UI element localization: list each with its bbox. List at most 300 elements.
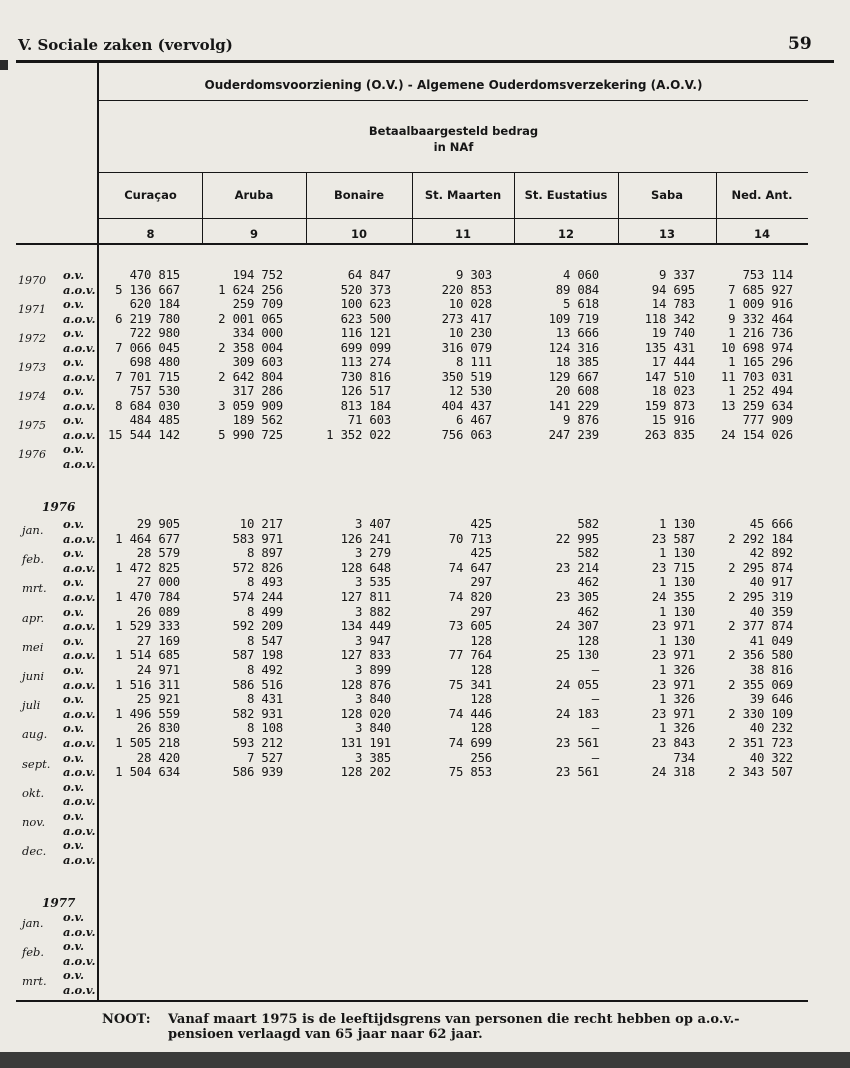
col-st-maarten-cell: 8 111 [455,355,492,369]
row-type-label: a.o.v. [63,794,96,809]
table-row [0,824,850,838]
col-ned-ant-cell: 2 343 507 [728,765,793,780]
row-type-label: a.o.v. [63,677,96,692]
table-row [0,707,850,721]
col-saba-cell: 1 326 [658,692,695,707]
col-aruba-cell: 572 826 [232,560,283,575]
col-st-maarten-cell: 425 [470,546,492,561]
subtitle-line1: Betaalbaargesteld bedrag [368,124,539,138]
row-year: 1976 [18,448,46,461]
table-row [0,457,850,471]
col-st-eustatius-cell: — [591,721,599,736]
col-aruba-cell: 8 108 [246,721,283,736]
col-curacao-cell: 7 066 045 [115,340,180,355]
col-ned-ant-cell: 2 295 319 [728,590,793,604]
row-type-label: o.v. [63,779,85,794]
col-st-maarten-cell: 256 [470,750,492,765]
col-st-eustatius-cell: — [591,692,599,707]
table-bottom-rule [16,1000,808,1002]
col-st-eustatius-cell: 23 561 [555,765,599,780]
table-row [0,561,850,575]
table-row [0,983,850,997]
row-type-label: o.v. [63,326,85,340]
row-year: 1971 [18,303,46,316]
table-row [0,575,850,596]
row-type-label: o.v. [63,750,85,765]
col-aruba-cell: 592 209 [232,619,283,634]
col-st-eustatius-cell: 23 214 [555,560,599,575]
col-aruba-cell: 2 642 804 [218,369,283,384]
header-rule [16,60,834,63]
table-row [0,297,850,316]
head-bottom-rule [16,243,808,245]
col-st-eustatius-cell: 24 307 [555,619,599,634]
table-row [0,268,850,287]
col-aruba-cell: 10 217 [239,517,283,531]
col-curacao-cell: 1 514 685 [115,648,180,663]
col-st-eustatius-cell: 13 666 [555,326,599,340]
col-bonaire-cell: 64 847 [347,268,391,282]
col-st-maarten-cell: 350 519 [441,369,492,384]
row-year: 1973 [18,361,46,374]
table-row [0,326,850,345]
row-type-label: o.v. [63,297,85,311]
row-type-label: a.o.v. [63,340,96,355]
row-type-label: a.o.v. [63,590,96,604]
row-type-label: o.v. [63,968,85,983]
col-ned-ant-cell: 1 252 494 [728,384,793,398]
col-saba-cell: 734 [673,750,695,765]
col-st-maarten-cell: 273 417 [441,311,492,326]
table-row [0,692,850,713]
col-st-eustatius-cell: 582 [577,546,599,561]
col-ned-ant-cell: 1 216 736 [728,326,793,340]
table-row [0,853,850,867]
col-st-maarten-cell: 756 063 [441,427,492,442]
col-saba-cell: 23 971 [651,677,695,692]
year-1977: 1977 [42,896,76,910]
col-curacao-cell: 1 470 784 [115,590,180,604]
col-ned-ant-cell: 9 332 464 [728,311,793,326]
col-st-eustatius-number: 12 [557,227,574,241]
row-month: aug. [22,727,48,742]
col-aruba-cell: 593 212 [232,736,283,750]
col-aruba-cell: 8 499 [246,604,283,619]
col-st-maarten-cell: 220 853 [441,282,492,297]
row-type-label: a.o.v. [63,531,96,546]
col-saba-number: 13 [658,227,675,241]
col-saba-cell: 17 444 [651,355,695,369]
table-row [0,619,850,633]
col-st-eustatius-cell: 128 [577,633,599,648]
col-bonaire-cell: 128 648 [340,560,391,575]
col-aruba-cell: 8 492 [246,663,283,677]
table-row [0,341,850,355]
col-st-eustatius-cell: 124 316 [548,340,599,355]
col-curacao-cell: 757 530 [129,384,180,398]
col-st-maarten-cell: 74 647 [448,560,492,575]
col-st-eustatius-cell: 18 385 [555,355,599,369]
col-bonaire-cell: 128 020 [340,706,391,721]
col-bonaire-cell: 127 833 [340,648,391,663]
col-curacao-cell: 27 000 [136,575,180,590]
col-aruba-cell: 574 244 [232,590,283,604]
binding-mark [0,1052,850,1068]
col-bonaire-cell: 520 373 [340,282,391,297]
row-month: juli [22,698,41,713]
row-type-label: a.o.v. [63,648,96,663]
col-curacao-cell: 1 516 311 [115,677,180,692]
row-month: mrt. [22,581,47,596]
col-st-maarten-cell: 73 605 [448,619,492,634]
col-bonaire-cell: 3 535 [354,575,391,590]
col-bonaire-cell: 113 274 [340,355,391,369]
col-aruba-cell: 8 493 [246,575,283,590]
col-aruba-cell: 189 562 [232,413,283,427]
col-st-eustatius-cell: 462 [577,575,599,590]
col-aruba-cell: 1 624 256 [218,282,283,297]
col-st-maarten-cell: 74 820 [448,590,492,604]
col-aruba-cell: 7 527 [246,750,283,765]
col-saba-cell: 23 971 [651,619,695,634]
col-st-maarten-cell: 128 [470,663,492,677]
row-month: mrt. [22,974,47,989]
col-st-eustatius-cell: 24 055 [555,677,599,692]
col-aruba-cell: 582 931 [232,706,283,721]
col-ned-ant-cell: 777 909 [742,413,793,427]
col-saba-cell: 15 916 [651,413,695,427]
col-ned-ant-cell: 2 351 723 [728,736,793,750]
row-type-label: o.v. [63,268,85,282]
row-month: mei [22,639,44,654]
table-row [0,765,850,779]
row-month: feb. [22,945,45,960]
footnote-line2: pensioen verlaagd van 65 jaar naar 62 jaar. [168,1027,483,1042]
table-row [0,532,850,546]
col-bonaire-cell: 3 840 [354,721,391,736]
row-type-label: a.o.v. [63,953,96,968]
col-curacao-cell: 28 420 [136,750,180,765]
col-bonaire-cell: 127 811 [340,590,391,604]
table-row [0,399,850,413]
col-saba-cell: 1 326 [658,721,695,736]
col-saba-cell: 23 715 [651,560,695,575]
row-year: 1974 [18,390,46,403]
col-aruba-cell: 194 752 [232,268,283,282]
footnote-key: NOOT: [102,1012,151,1027]
row-year: 1972 [18,332,46,345]
table-row [0,838,850,859]
col-aruba-cell: 259 709 [232,297,283,311]
col-curacao-cell: 1 504 634 [115,765,180,780]
table-row [0,939,850,960]
row-type-label: a.o.v. [63,311,96,326]
table-row [0,721,850,742]
col-aruba-cell: 586 939 [232,765,283,780]
section-title: V. Sociale zaken (vervolg) [18,36,233,54]
col-curacao-cell: 1 472 825 [115,560,180,575]
col-saba-cell: 23 587 [651,531,695,546]
col-st-eustatius-cell: 462 [577,604,599,619]
table-row [0,442,850,461]
col-aruba-cell: 8 897 [246,546,283,561]
col-saba-cell: 263 835 [644,427,695,442]
col-st-eustatius-header: St. Eustatius [524,188,608,202]
row-type-label: o.v. [63,721,85,736]
col-saba-cell: 135 431 [644,340,695,355]
col-bonaire-cell: 623 500 [340,311,391,326]
table-row [0,968,850,989]
row-type-label: o.v. [63,692,85,707]
table-row [0,283,850,297]
row-year: 1970 [18,274,46,287]
col-saba-cell: 14 783 [651,297,695,311]
col-curacao-header: Curaçao [124,188,177,202]
col-aruba-cell: 8 547 [246,633,283,648]
col-aruba-cell: 309 603 [232,355,283,369]
col-ned-ant-cell: 2 295 874 [728,560,793,575]
row-type-label: o.v. [63,663,85,677]
col-curacao-cell: 7 701 715 [115,369,180,384]
table-row [0,954,850,968]
row-month: nov. [22,815,46,829]
col-bonaire-cell: 813 184 [340,398,391,413]
col-curacao-cell: 8 684 030 [115,398,180,413]
row-month: juni [22,669,45,683]
table-row [0,633,850,654]
col-saba-cell: 23 843 [651,736,695,750]
col-ned-ant-cell: 40 232 [749,721,793,736]
col-st-eustatius-cell: 247 239 [548,427,599,442]
group-rule [99,100,808,101]
col-curacao-cell: 25 921 [136,692,180,707]
table-row [0,413,850,432]
col-bonaire-cell: 3 947 [354,633,391,648]
col-st-maarten-cell: 297 [470,604,492,619]
col-curacao-cell: 698 480 [129,355,180,369]
row-type-label: o.v. [63,910,85,924]
col-aruba-cell: 2 001 065 [218,311,283,326]
col-curacao-cell: 28 579 [136,546,180,561]
footnote [102,1012,740,1042]
table-row [0,590,850,604]
col-st-eustatius-cell: 20 608 [555,384,599,398]
col-curacao-cell: 24 971 [136,663,180,677]
col-curacao-cell: 470 815 [129,268,180,282]
row-type-label: a.o.v. [63,736,96,750]
col-ned-ant-cell: 13 259 634 [720,398,793,413]
col-bonaire-cell: 730 816 [340,369,391,384]
col-st-maarten-cell: 9 303 [455,268,492,282]
col-aruba-cell: 587 198 [232,648,283,663]
row-type-label: a.o.v. [63,924,96,939]
table-row [0,648,850,662]
col-bonaire-cell: 126 241 [340,531,391,546]
col-st-maarten-cell: 6 467 [455,413,492,427]
row-type-label: o.v. [63,413,85,427]
col-ned-ant-cell: 2 356 580 [728,648,793,663]
row-type-label: a.o.v. [63,560,96,575]
row-month: dec. [22,844,47,859]
row-year: 1975 [18,419,46,432]
col-curacao-cell: 620 184 [129,297,180,311]
row-type-label: o.v. [63,939,85,954]
col-saba-cell: 23 971 [651,648,695,663]
row-type-label: a.o.v. [63,398,96,413]
year-1976: 1976 [42,500,76,514]
col-ned-ant-cell: 39 646 [749,692,793,707]
table-row [0,736,850,750]
col-saba-cell: 159 873 [644,398,695,413]
row-type-label: o.v. [63,575,85,590]
table-row [0,925,850,939]
col-aruba-number: 9 [249,227,258,241]
col-ned-ant-cell: 24 154 026 [720,427,793,442]
col-bonaire-cell: 100 623 [340,297,391,311]
col-curacao-cell: 1 496 559 [115,706,180,721]
col-ned-ant-cell: 1 009 916 [728,297,793,311]
row-type-label: a.o.v. [63,619,96,634]
col-curacao-cell: 29 905 [136,517,180,531]
row-type-label: a.o.v. [63,282,96,297]
row-type-label: a.o.v. [63,852,96,867]
col-st-eustatius-cell: 141 229 [548,398,599,413]
col-bonaire-cell: 126 517 [340,384,391,398]
col-aruba-cell: 334 000 [232,326,283,340]
col-curacao-cell: 26 089 [136,604,180,619]
row-type-label: a.o.v. [63,823,96,838]
col-ned-ant-cell: 10 698 974 [720,340,793,355]
col-bonaire-cell: 3 899 [354,663,391,677]
col-st-maarten-number: 11 [454,227,471,241]
col-aruba-cell: 5 990 725 [218,427,283,442]
col-ned-ant-cell: 40 322 [749,750,793,765]
col-saba-cell: 18 023 [651,384,695,398]
col-st-eustatius-cell: 129 667 [548,369,599,384]
col-st-eustatius-cell: 23 305 [555,590,599,604]
col-st-maarten-cell: 70 713 [448,531,492,546]
col-bonaire-cell: 699 099 [340,340,391,355]
col-aruba-header: Aruba [234,188,274,202]
col-st-maarten-cell: 10 230 [448,326,492,340]
col-st-maarten-cell: 316 079 [441,340,492,355]
col-ned-ant-cell: 2 355 069 [728,677,793,692]
table-row [0,779,850,800]
col-st-eustatius-cell: 89 084 [555,282,599,297]
col-aruba-cell: 3 059 909 [218,398,283,413]
col-curacao-cell: 5 136 667 [115,282,180,297]
row-month: okt. [22,785,45,800]
page-number: 59 [788,34,812,54]
col-st-eustatius-cell: 4 060 [562,268,599,282]
col-saba-cell: 19 740 [651,326,695,340]
col-aruba-cell: 586 516 [232,677,283,692]
col-ned-ant-cell: 38 816 [749,663,793,677]
colname-rule [99,218,808,219]
col-bonaire-cell: 3 407 [354,517,391,531]
col-ned-ant-cell: 45 666 [749,517,793,531]
table-row [0,750,850,771]
row-type-label: o.v. [63,604,85,619]
table-row [0,355,850,374]
table-row [0,794,850,808]
col-ned-ant-cell: 2 330 109 [728,706,793,721]
col-ned-ant-cell: 2 292 184 [728,531,793,546]
row-month: jan. [22,916,44,930]
row-type-label: o.v. [63,633,85,648]
col-curacao-cell: 27 169 [136,633,180,648]
col-ned-ant-number: 14 [753,227,770,241]
row-type-label: o.v. [63,546,85,561]
col-saba-cell: 1 130 [658,633,695,648]
col-aruba-cell: 2 358 004 [218,340,283,355]
col-ned-ant-header: Ned. Ant. [731,188,793,202]
row-type-label: a.o.v. [63,427,96,442]
row-type-label: a.o.v. [63,983,96,997]
col-st-maarten-cell: 404 437 [441,398,492,413]
col-saba-cell: 9 337 [658,268,695,282]
subtitle-line2: in NAf [433,140,474,154]
row-type-label: o.v. [63,442,85,456]
subtitle-rule [99,172,808,173]
table-row [0,370,850,384]
col-st-maarten-cell: 128 [470,633,492,648]
group-title: Ouderdomsvoorziening (O.V.) - Algemene Ouderdomsverzekering (A.O.V.) [204,78,703,92]
col-aruba-cell: 8 431 [246,692,283,707]
col-curacao-cell: 484 485 [129,413,180,427]
col-curacao-cell: 1 529 333 [115,619,180,634]
table-row [0,384,850,403]
table-row [0,428,850,442]
col-st-eustatius-cell: 109 719 [548,311,599,326]
row-month: feb. [22,552,45,567]
row-type-label: o.v. [63,517,85,531]
table-row [0,604,850,625]
col-saba-cell: 94 695 [651,282,695,297]
col-aruba-cell: 583 971 [232,531,283,546]
col-bonaire-number: 10 [350,227,367,241]
col-bonaire-cell: 1 352 022 [326,427,391,442]
col-st-eustatius-cell: 22 995 [555,531,599,546]
row-type-label: a.o.v. [63,765,96,780]
table-row [0,678,850,692]
col-st-maarten-cell: 77 764 [448,648,492,663]
col-ned-ant-cell: 1 165 296 [728,355,793,369]
row-type-label: o.v. [63,384,85,398]
row-type-label: a.o.v. [63,706,96,721]
col-curacao-cell: 1 505 218 [115,736,180,750]
table-row [0,809,850,829]
col-st-maarten-cell: 74 446 [448,706,492,721]
col-saba-cell: 118 342 [644,311,695,326]
col-st-maarten-cell: 425 [470,517,492,531]
col-saba-cell: 1 326 [658,663,695,677]
col-curacao-number: 8 [146,227,155,241]
table-row [0,663,850,683]
col-ned-ant-cell: 41 049 [749,633,793,648]
table-row [0,517,850,537]
col-curacao-cell: 6 219 780 [115,311,180,326]
col-bonaire-cell: 131 191 [340,736,391,750]
col-st-eustatius-cell: — [591,750,599,765]
col-bonaire-cell: 116 121 [340,326,391,340]
col-bonaire-cell: 3 882 [354,604,391,619]
col-ned-ant-cell: 753 114 [742,268,793,282]
col-ned-ant-cell: 42 892 [749,546,793,561]
col-saba-cell: 24 318 [651,765,695,780]
table-row [0,546,850,567]
col-st-maarten-cell: 10 028 [448,297,492,311]
